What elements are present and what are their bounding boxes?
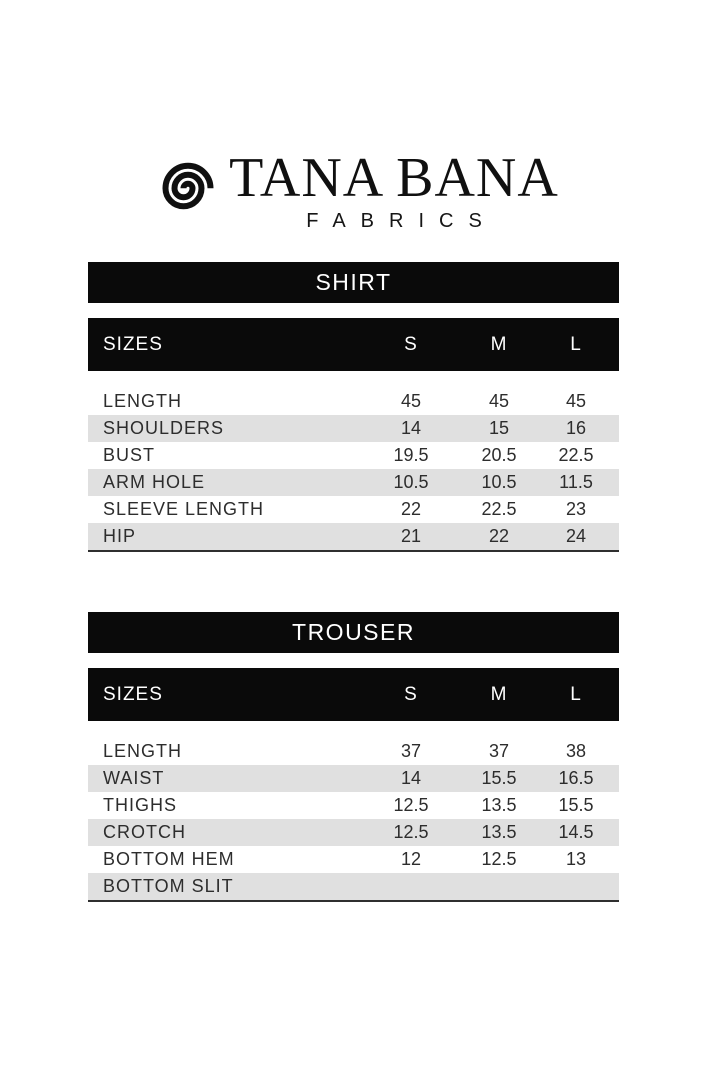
row-value-l: 45 [565, 391, 587, 411]
row-label: BOTTOM SLIT [103, 876, 234, 896]
table-row [88, 792, 619, 819]
row-value-s: 14 [400, 418, 422, 438]
row-value-l: 38 [565, 741, 587, 761]
row-value-l: 11.5 [559, 472, 593, 492]
table-row [88, 819, 619, 846]
size-column-s: S [404, 683, 418, 705]
row-value-m: 13.5 [481, 822, 517, 842]
table-row [88, 388, 619, 415]
table-row [88, 846, 619, 873]
brand-logo [0, 147, 720, 233]
size-column-s: S [404, 333, 418, 355]
size-column-l: L [570, 333, 582, 355]
row-value-m: 13.5 [481, 795, 517, 815]
row-value-m: 45 [488, 391, 510, 411]
row-label: THIGHS [103, 795, 178, 815]
brand-subtitle: FABRICS [306, 210, 497, 232]
row-value-m: 10.5 [481, 472, 517, 492]
row-label: SLEEVE LENGTH [103, 499, 265, 519]
size-column-m: M [490, 683, 508, 705]
shirt-section [88, 262, 619, 552]
row-value-s: 12 [400, 849, 422, 869]
table-row [88, 738, 619, 765]
brand-name: TANA BANA [229, 147, 559, 209]
sizes-header-label: SIZES [103, 683, 163, 705]
row-value-m: 22 [488, 526, 510, 546]
brand-wordmark [229, 147, 559, 233]
row-label: LENGTH [103, 741, 183, 761]
row-value-l: 13 [565, 849, 587, 869]
row-label: CROTCH [103, 822, 186, 842]
row-value-m: 12.5 [481, 849, 517, 869]
table-row [88, 496, 619, 523]
row-value-l: 15.5 [558, 795, 594, 815]
row-label: BOTTOM HEM [103, 849, 235, 869]
table-row [88, 873, 619, 900]
row-value-s: 45 [400, 391, 422, 411]
row-value-l: 16 [565, 418, 587, 438]
row-value-s: 10.5 [393, 472, 429, 492]
table-row [88, 442, 619, 469]
shirt-title-bar [88, 262, 619, 303]
table-row [88, 469, 619, 496]
spiral-icon [161, 156, 215, 221]
row-label: LENGTH [103, 391, 183, 411]
table-row [88, 415, 619, 442]
row-label: BUST [103, 445, 156, 465]
sizes-header-label: SIZES [103, 333, 163, 355]
row-value-s: 22 [400, 499, 422, 519]
trouser-sizes-header [88, 668, 619, 721]
row-value-s: 14 [400, 768, 422, 788]
row-label: WAIST [103, 768, 165, 788]
table-row [88, 523, 619, 550]
row-label: HIP [103, 526, 137, 546]
trouser-section [88, 612, 619, 902]
row-value-l: 23 [565, 499, 587, 519]
shirt-title: SHIRT [315, 269, 392, 295]
row-value-m: 22.5 [481, 499, 517, 519]
row-value-l: 22.5 [558, 445, 594, 465]
row-value-l: 24 [565, 526, 587, 546]
row-value-s: 19.5 [393, 445, 429, 465]
row-value-m: 15.5 [481, 768, 517, 788]
row-value-l: 16.5 [558, 768, 594, 788]
row-label: ARM HOLE [103, 472, 206, 492]
row-value-l: 14.5 [558, 822, 594, 842]
shirt-sizes-header [88, 318, 619, 371]
row-value-s: 37 [400, 741, 422, 761]
row-value-s: 21 [400, 526, 422, 546]
row-label: SHOULDERS [103, 418, 225, 438]
row-value-m: 15 [488, 418, 510, 438]
size-column-l: L [570, 683, 582, 705]
trouser-rows [88, 738, 619, 902]
shirt-rows [88, 388, 619, 552]
table-row [88, 765, 619, 792]
row-value-s: 12.5 [393, 795, 429, 815]
trouser-title: TROUSER [292, 619, 415, 645]
row-value-s: 12.5 [393, 822, 429, 842]
row-value-m: 20.5 [481, 445, 517, 465]
trouser-title-bar [88, 612, 619, 653]
row-value-m: 37 [488, 741, 510, 761]
size-column-m: M [490, 333, 508, 355]
